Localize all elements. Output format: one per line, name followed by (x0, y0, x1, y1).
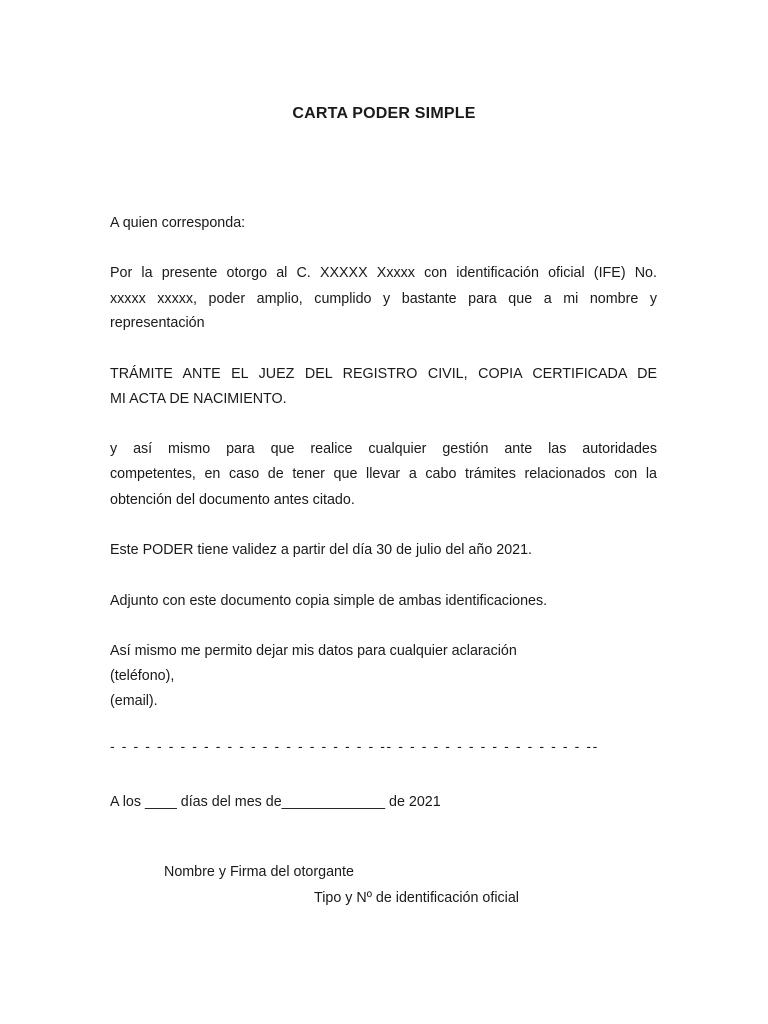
document-title: CARTA PODER SIMPLE (292, 105, 476, 122)
paragraph1-line2: xxxxx xxxxx, poder amplio, cumplido y bastante para que a mi nombre y (110, 291, 657, 307)
paragraph3-line3: obtención del documento antes citado. (110, 492, 355, 508)
paragraph3-line2: competentes, en caso de tener que llevar a cabo trámites relacionados con la (110, 466, 657, 482)
paragraph2-line1: TRÁMITE ANTE EL JUEZ DEL REGISTRO CIVIL, COPIA CERTIFICADA DE (110, 366, 657, 382)
signature-id: Tipo y Nº de identificación oficial (314, 890, 519, 906)
contact-line: Así mismo me permito dejar mis datos para cualquier aclaración (110, 643, 517, 659)
paragraph1-line1: Por la presente otorgo al C. XXXXX Xxxxx con identificación oficial (IFE) No. (110, 265, 657, 281)
contact-email: (email). (110, 693, 158, 709)
paragraph1-line3: representación (110, 315, 205, 331)
contact-phone: (teléfono), (110, 668, 175, 684)
validity-statement: Este PODER tiene validez a partir del día 30 de julio del año 2021. (110, 542, 533, 558)
dashed-separator: - - - - - - - - - - - - - - - - - - - - - - - -- - - - - - - - - - - - - - - - - -- (110, 738, 599, 754)
date-line: A los ____ días del mes de_____________ de 2021 (110, 794, 441, 810)
paragraph3-line1: y así mismo para que realice cualquier gestión ante las autoridades (110, 441, 657, 457)
attachment-statement: Adjunto con este documento copia simple de ambas identificaciones. (110, 593, 548, 609)
paragraph2-line2: MI ACTA DE NACIMIENTO. (110, 391, 287, 407)
salutation: A quien corresponda: (110, 215, 246, 231)
signature-name: Nombre y Firma del otorgante (164, 864, 354, 880)
